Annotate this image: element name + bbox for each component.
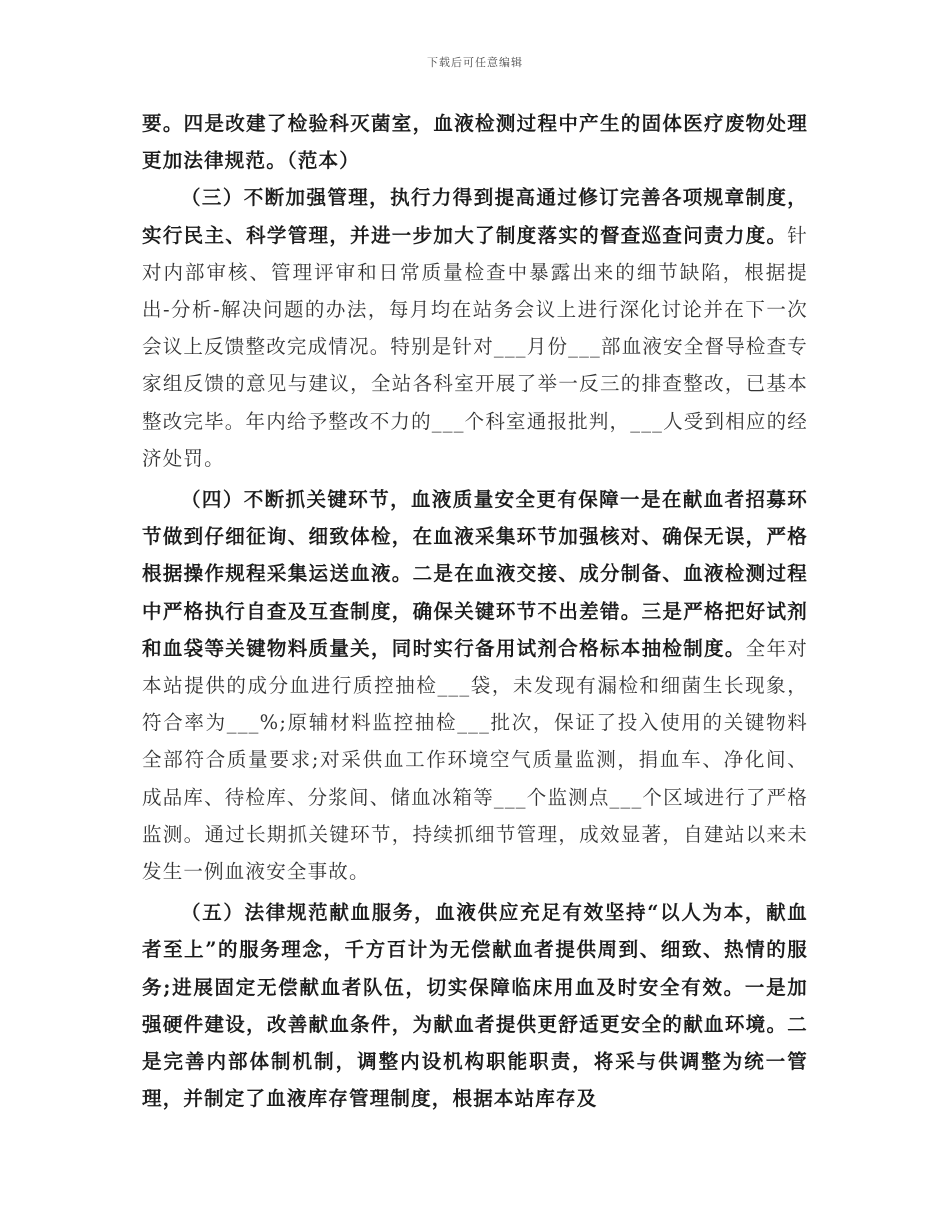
paragraph-lead: （五）法律规范献血服务，血液供应充足有效坚持“以人为本，献血者至上”的服务理念，千方百计为无偿献血者提供周到、细致、热情的服务;进展固定无偿献血者队伍，切实保障临床用血及时安全有效。一是加强硬件建设，改善献血条件，为献血者提供更舒适更安全的献血环境。二是完善内部体制机制，调整内设机构职能职责，将采与供调整为统一管理，并制定了血液库存管理制度，根据本站库存及 [142,901,808,1111]
paragraph-rest: 全年对本站提供的成分血进行质控抽检___袋，未发现有漏检和细菌生长现象，符合率为___%;原辅材料监控抽检___批次，保证了投入使用的关键物料全部符合质量要求;对采供血工作环境空气质量监测，捐血车、净化间、成品库、待检库、分浆间、储血冰箱等___个监测点___个区域进行了严格监测。通过长期抓关键环节，持续抓细节管理，成效显著，自建站以来未发生一例血液安全事故。 [142,636,809,884]
paragraph-lead: （四）不断抓关键环节，血液质量安全更有保障一是在献血者招募环节做到仔细征询、细致体检，在血液采集环节加强核对、确保无误，严格根据操作规程采集运送血液。二是在血液交接、成分制备、血液检测过程中严格执行自查及互查制度，确保关键环节不出差错。三是严格把好试剂和血袋等关键物料质量关，同时实行备用试剂合格标本抽检制度。 [142,488,808,660]
paragraph-section-3 [142,179,808,477]
document-body [142,105,808,1117]
paragraph-section-5 [142,894,808,1117]
page-header-note: 下载后可任意编辑 [427,56,523,69]
paragraph-rest: 针对内部审核、管理评审和日常质量检查中暴露出来的细节缺陷，根据提出-分析-解决问题的办法，每月均在站务会议上进行深化讨论并在下一次会议上反馈整改完成情况。特别是针对___月份___部血液安全督导检查专家组反馈的意见与建议，全站各科室开展了举一反三的排查整改，已基本整改完毕。年内给予整改不力的___个科室通报批判，___人受到相应的经济处罚。 [142,223,809,470]
paragraph-lead: （三）不断加强管理，执行力得到提高通过修订完善各项规章制度，实行民主、科学管理，并进一步加大了制度落实的督查巡查问责力度。 [142,186,808,247]
paragraph-lead: 要。四是改建了检验科灭菌室，血液检测过程中产生的固体医疗废物处理更加法律规范。（范本） [142,112,808,173]
paragraph-section-4 [142,481,808,890]
paragraph-continuation [142,105,808,179]
